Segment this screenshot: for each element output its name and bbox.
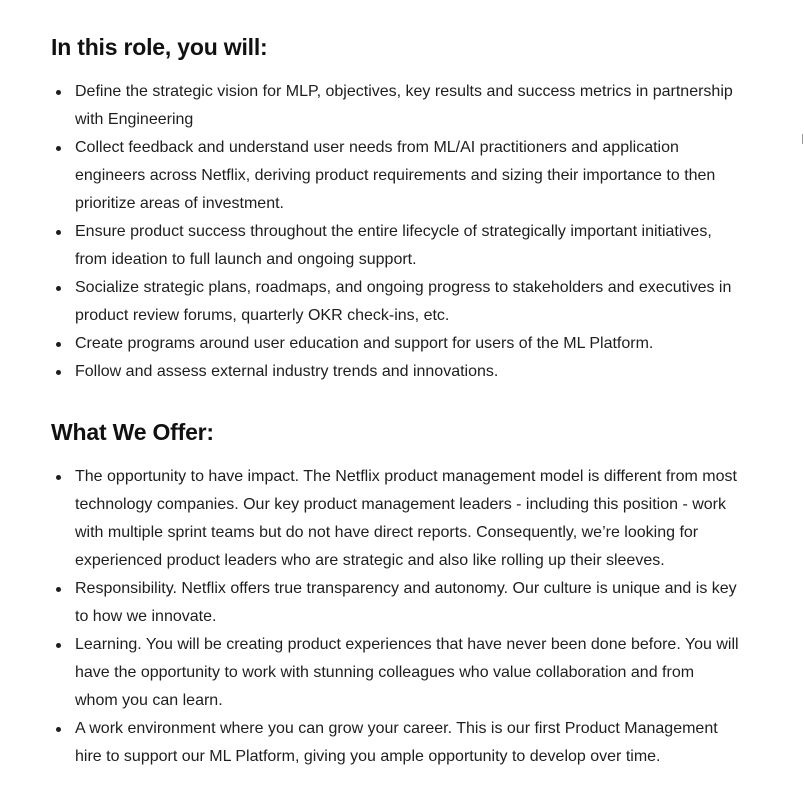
- list-item-text: Follow and assess external industry trends and innovations.: [75, 363, 499, 380]
- list-item: [51, 274, 741, 330]
- list-item-text: A work environment where you can grow your career. This is our first Product Management hire to support our ML Platform, giving you ample opportunity to develop over time.: [75, 720, 718, 765]
- bullet-icon: [56, 475, 61, 480]
- bullet-icon: [56, 587, 61, 592]
- list-item-text: Ensure product success throughout the entire lifecycle of strategically important initiatives, from ideation to full launch and ongoing support.: [75, 223, 712, 268]
- list-item: [51, 715, 741, 771]
- offer-list: [51, 463, 741, 771]
- list-item: [51, 134, 741, 218]
- list-item-text: Collect feedback and understand user needs from ML/AI practitioners and application engineers across Netflix, deriving product requirements and sizing their importance to then prioritize areas of investment.: [75, 139, 716, 212]
- list-item: [51, 330, 741, 358]
- list-item-text: Define the strategic vision for MLP, objectives, key results and success metrics in partnership with Engineering: [75, 83, 733, 128]
- role-heading: In this role, you will:: [51, 34, 268, 60]
- bullet-icon: [56, 286, 61, 291]
- list-item-text: The opportunity to have impact. The Netflix product management model is different from most technology companies. Our key product management leaders - including this position - work with multiple sprint teams but do not have direct reports. Consequently, we’re looking for experienced product leaders who are strategic and also like rolling up their sleeves.: [75, 468, 737, 569]
- list-item-text: Socialize strategic plans, roadmaps, and ongoing progress to stakeholders and executives in product review forums, quarterly OKR check-ins, etc.: [75, 279, 732, 324]
- bullet-icon: [56, 370, 61, 375]
- bullet-icon: [56, 342, 61, 347]
- offer-heading: What We Offer:: [51, 419, 214, 445]
- list-item-text: Learning. You will be creating product experiences that have never been done before. You will have the opportunity to work with stunning colleagues who value collaboration and from whom you can learn.: [75, 636, 739, 709]
- list-item: [51, 463, 741, 575]
- list-item: [51, 358, 741, 386]
- list-item: [51, 575, 741, 631]
- bullet-icon: [56, 146, 61, 151]
- bullet-icon: [56, 643, 61, 648]
- list-item: [51, 631, 741, 715]
- list-item-text: Create programs around user education and support for users of the ML Platform.: [75, 335, 654, 352]
- list-item-text: Responsibility. Netflix offers true transparency and autonomy. Our culture is unique and is key to how we innovate.: [75, 580, 737, 625]
- role-responsibilities-list: [51, 78, 741, 386]
- list-item: [51, 218, 741, 274]
- list-item: [51, 78, 741, 134]
- scrollbar-edge-mark: [802, 134, 803, 144]
- bullet-icon: [56, 230, 61, 235]
- bullet-icon: [56, 90, 61, 95]
- bullet-icon: [56, 727, 61, 732]
